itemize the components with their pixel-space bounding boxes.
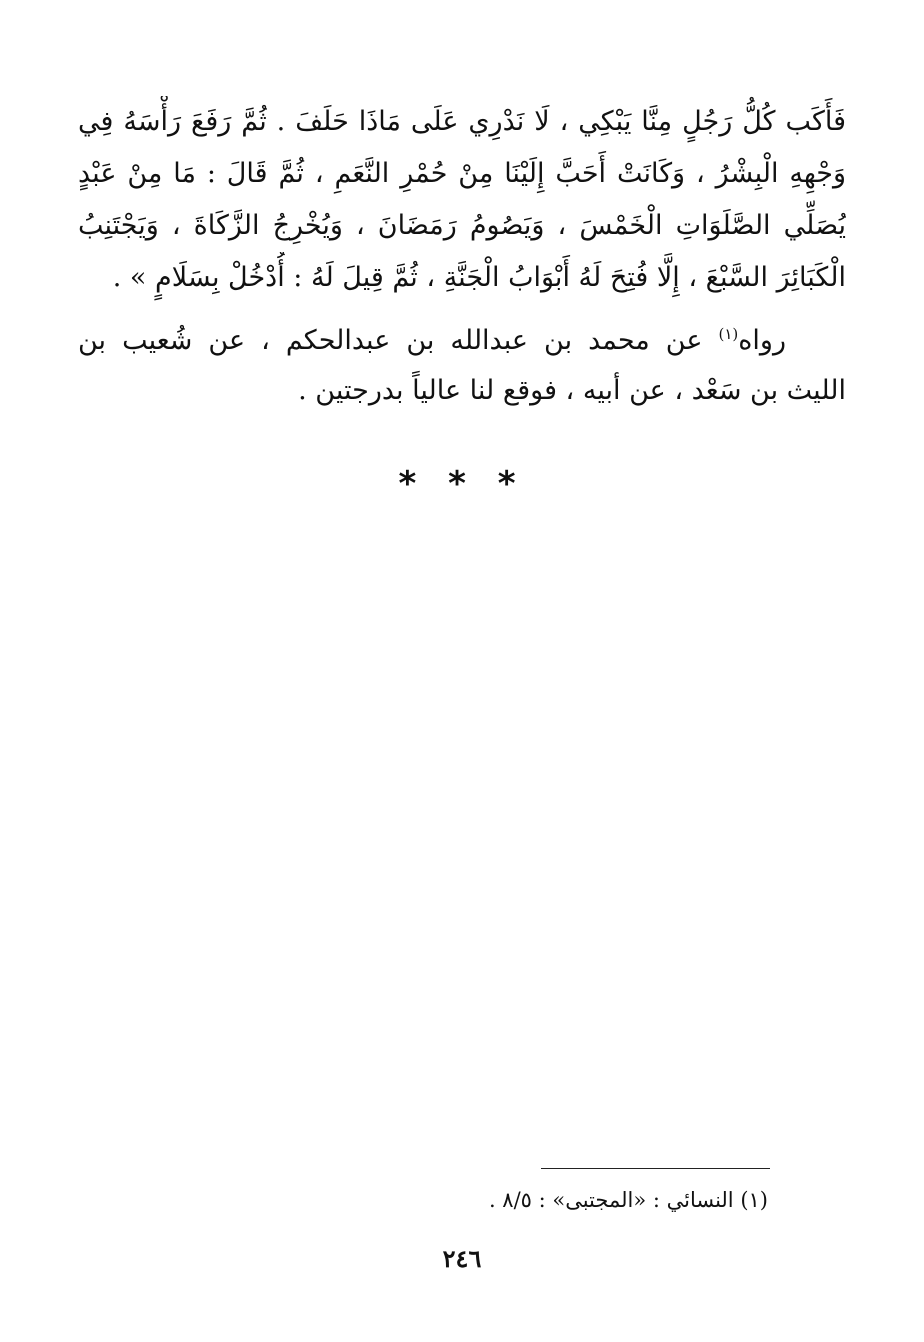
section-separator: * * *: [398, 464, 526, 504]
footnote: (١) النسائي : «المجتبى» : ٨/٥ .: [488, 1188, 768, 1212]
page-number: ٢٤٦: [442, 1244, 482, 1273]
text-line: الليث بن سَعْد ، عن أبيه ، فوقع لنا عالياً بدرجتين .: [298, 375, 846, 406]
text-line: الْكَبَائِرَ السَّبْعَ ، إِلَّا فُتِحَ لَهُ أَبْوَابُ الْجَنَّةِ ، ثُمَّ قِيلَ لَهُ : أُدْخُلْ بِسَلَامٍ » .: [112, 262, 846, 293]
text-line: وَجْهِهِ الْبِشْرُ ، وَكَانَتْ أَحَبَّ إِلَيْنَا مِنْ حُمْرِ النَّعَمِ ، ثُمَّ قَالَ : مَا مِنْ عَبْدٍ: [78, 158, 846, 189]
main-text: [78, 96, 846, 416]
narration-rest: عن محمد بن عبدالله بن عبدالحكم ، عن شُعيب بن: [78, 325, 719, 356]
narration-start: رواه: [738, 325, 786, 356]
footnote-marker: (١): [718, 325, 739, 343]
text-line: [78, 316, 846, 366]
hadith-paragraph: [78, 96, 846, 304]
text-line: يُصَلِّي الصَّلَوَاتِ الْخَمْسَ ، وَيَصُومُ رَمَضَانَ ، وَيُخْرِجُ الزَّكَاةَ ، وَيَجْتَنِبُ: [78, 210, 846, 241]
text-line: فَأَكَب كُلُّ رَجُلٍ مِنَّا يَبْكِي ، لَا نَدْرِي عَلَى مَاذَا حَلَفَ . ثُمَّ رَفَعَ رَأْسَهُ فِي: [78, 106, 846, 137]
footnote-rule: [541, 1168, 770, 1169]
narration-paragraph: [78, 316, 846, 416]
